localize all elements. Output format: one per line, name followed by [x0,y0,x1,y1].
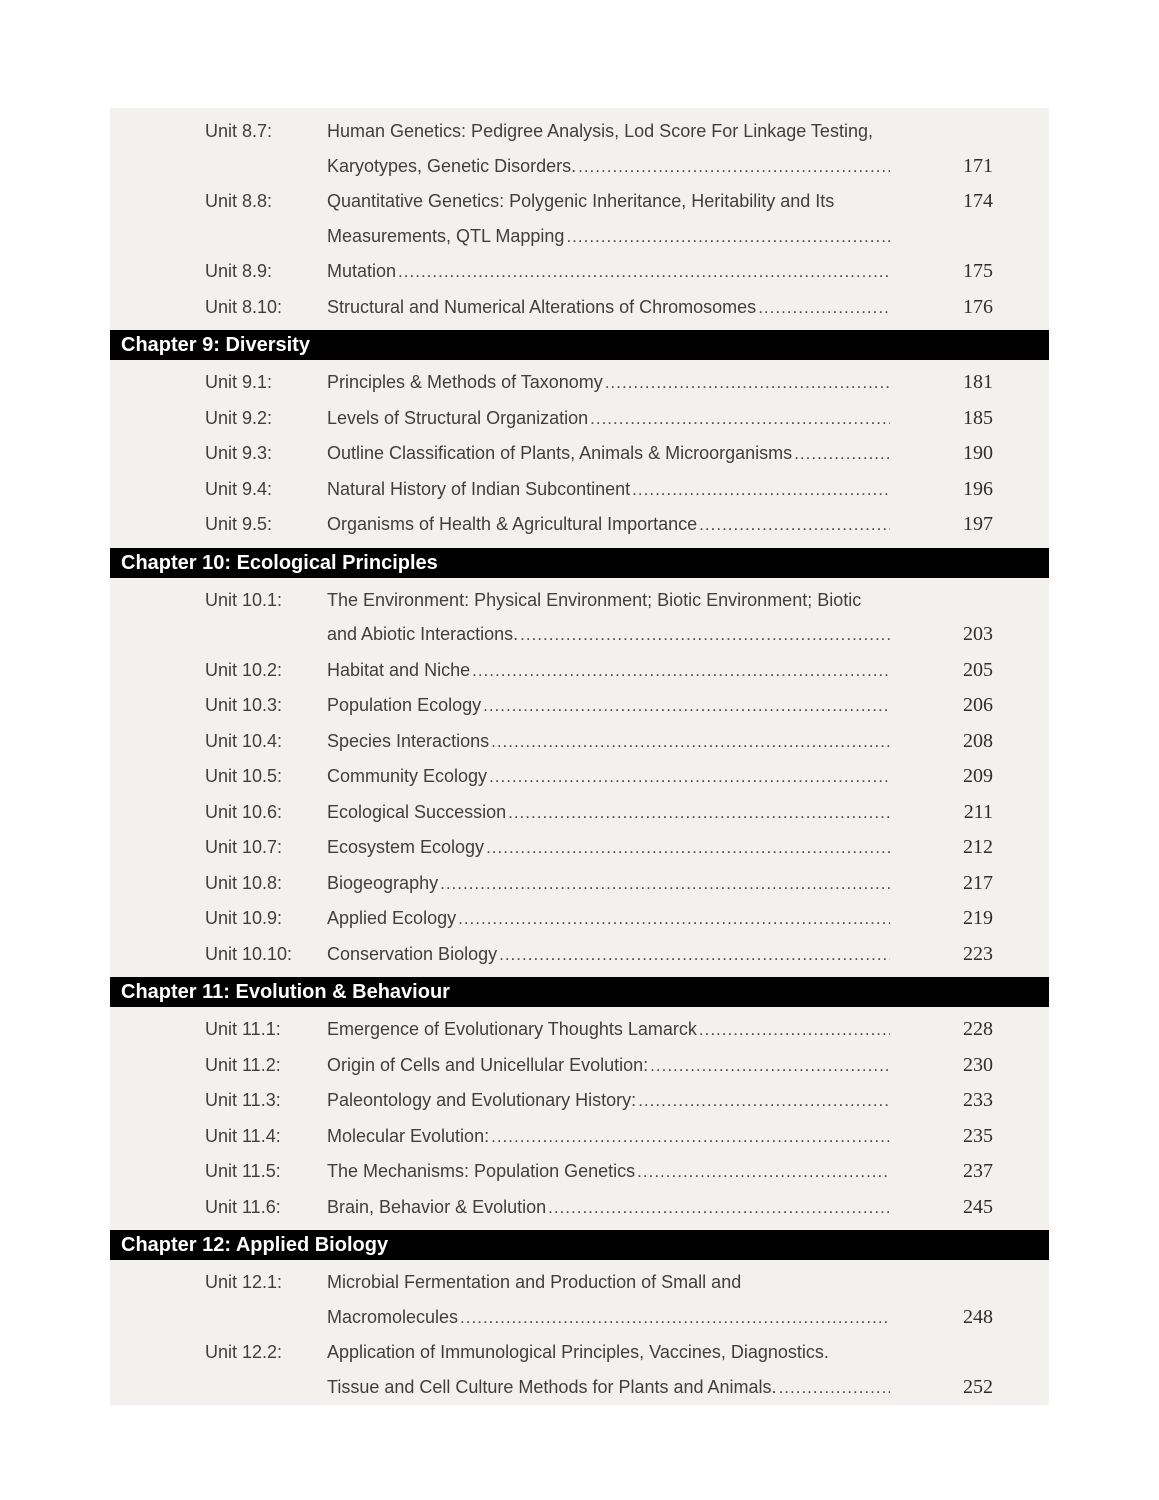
page-number: 230 [963,1053,993,1076]
unit-label: Unit 8.10: [205,296,283,317]
dot-leader [470,654,890,689]
unit-title-wrap [327,1154,890,1190]
unit-title-wrap [327,290,890,326]
toc-row [110,184,1049,219]
unit-title: Species Interactions [327,730,490,751]
unit-title-wrap [327,866,890,902]
toc-row [110,583,1049,618]
toc-row [110,617,1049,653]
page-number: 211 [963,800,993,823]
unit-title: Conservation Biology [327,943,498,964]
unit-title-wrap [327,1119,890,1155]
unit-title: Community Ecology [327,766,488,786]
unit-label: Unit 12.1: [205,1272,283,1292]
unit-title-wrap [327,795,890,831]
unit-title: The Mechanisms: Population Genetics [327,1161,636,1181]
page-number: 181 [963,371,993,393]
unit-label: Unit 10.5: [205,766,283,786]
unit-label: Unit 11.5: [205,1161,281,1181]
unit-title-wrap [327,1083,890,1119]
dot-leader [630,473,890,508]
toc-row [110,436,1049,472]
toc-row [110,507,1049,543]
unit-title-wrap [327,583,890,618]
chapter-header: Chapter 12: Applied Biology [110,1230,1049,1260]
unit-title-wrap [327,219,890,255]
page-number: 197 [963,513,993,535]
page-number: 223 [963,942,993,965]
dot-leader [438,867,890,902]
unit-title-wrap [327,472,890,508]
dot-leader [546,1191,890,1226]
toc-content [110,108,1049,1405]
toc-row [110,759,1049,795]
unit-label: Unit 10.6: [205,801,283,822]
toc-row [110,1119,1049,1155]
toc-row [110,290,1049,326]
page-number: 237 [963,1160,993,1182]
dot-leader [456,902,890,937]
unit-title: Molecular Evolution: [327,1125,490,1146]
toc-row [110,1370,1049,1406]
page-number: 245 [963,1195,993,1218]
unit-title: Brain, Behavior & Evolution [327,1196,547,1217]
page-number: 185 [963,406,993,429]
unit-title-wrap [327,724,890,760]
unit-title-wrap [327,1265,890,1300]
page-number: 176 [963,295,993,318]
page-number: 203 [963,623,993,645]
page-number: 196 [963,477,993,500]
unit-title-wrap [327,1190,890,1226]
unit-title: Karyotypes, Genetic Disorders. [327,155,577,176]
unit-label: Unit 9.2: [205,407,273,428]
unit-label: Unit 12.2: [205,1342,283,1362]
unit-title-wrap [327,901,890,937]
unit-title: Outline Classification of Plants, Animals & Microorganisms [327,443,793,463]
dot-leader [489,725,890,760]
page-number: 219 [963,907,993,929]
unit-label: Unit 11.4: [205,1125,281,1146]
page-number: 205 [963,658,993,681]
unit-label: Unit 10.10: [205,943,293,964]
unit-title: Levels of Structural Organization [327,407,589,428]
unit-title-wrap [327,759,890,795]
unit-label: Unit 10.4: [205,730,283,751]
page-number: 208 [963,729,993,752]
toc-row [110,937,1049,973]
dot-leader [518,618,890,653]
page-number: 248 [963,1305,993,1328]
page-number: 175 [963,260,993,282]
unit-title-wrap [327,507,890,543]
unit-label: Unit 10.3: [205,695,283,715]
page-number: 235 [963,1124,993,1147]
chapter-header: Chapter 9: Diversity [110,330,1049,360]
unit-title: Population Ecology [327,695,482,715]
unit-title-wrap [327,688,890,724]
unit-title: and Abiotic Interactions. [327,624,519,644]
unit-title: Organisms of Health & Agricultural Importance [327,514,698,534]
unit-title: Ecosystem Ecology [327,837,485,857]
page-number: 217 [963,871,993,894]
dot-leader [506,796,890,831]
dot-leader [636,1084,890,1119]
toc-row [110,219,1049,255]
page-number: 206 [963,694,993,716]
unit-label: Unit 10.7: [205,837,283,857]
toc-row [110,724,1049,760]
unit-label: Unit 10.8: [205,872,283,893]
toc-row [110,472,1049,508]
unit-title-wrap [327,1012,890,1048]
toc-row [110,149,1049,185]
unit-title-wrap [327,617,890,653]
dot-leader [697,508,890,543]
unit-title: Measurements, QTL Mapping [327,225,565,246]
toc-row [110,866,1049,902]
unit-label: Unit 9.4: [205,478,273,499]
unit-title: Structural and Numerical Alterations of Chromosomes [327,296,757,317]
chapter-header: Chapter 10: Ecological Principles [110,548,1049,578]
toc-row [110,365,1049,401]
chapter-header: Chapter 11: Evolution & Behaviour [110,977,1049,1007]
unit-title: Mutation [327,261,397,281]
toc-row [110,1083,1049,1119]
unit-title-wrap [327,1048,890,1084]
unit-title: Origin of Cells and Unicellular Evolution: [327,1054,649,1075]
toc-row [110,254,1049,290]
unit-label: Unit 10.1: [205,589,283,610]
unit-title-wrap [327,114,890,149]
unit-label: Unit 11.6: [205,1196,281,1217]
page-number: 171 [963,154,993,177]
unit-title: Biogeography [327,872,439,893]
dot-leader [576,150,890,185]
unit-title: Habitat and Niche [327,659,471,680]
dot-leader [458,1301,890,1336]
dot-leader [697,1013,890,1048]
dot-leader [487,760,890,795]
page-number: 190 [963,442,993,464]
dot-leader [489,1120,890,1155]
dot-leader [588,402,890,437]
unit-title-wrap [327,1335,890,1370]
unit-title-wrap [327,653,890,689]
page-number: 233 [963,1089,993,1111]
unit-title-wrap [327,830,890,866]
unit-label: Unit 9.3: [205,443,273,463]
toc-row [110,1265,1049,1300]
unit-title: The Environment: Physical Environment; Biotic Environment; Biotic [327,589,862,610]
toc-row [110,1048,1049,1084]
toc-row [110,1154,1049,1190]
dot-leader [484,831,890,866]
unit-title: Quantitative Genetics: Polygenic Inheritance, Heritability and Its [327,191,835,211]
unit-title: Emergence of Evolutionary Thoughts Lamarck [327,1019,697,1039]
dot-leader [756,291,890,326]
unit-label: Unit 11.3: [205,1090,281,1110]
unit-title: Paleontology and Evolutionary History: [327,1090,637,1110]
unit-title-wrap [327,149,890,185]
unit-title-wrap [327,184,890,219]
page-number: 174 [963,190,993,212]
unit-label: Unit 11.1: [205,1019,281,1039]
unit-title-wrap [327,1370,890,1406]
unit-title: Human Genetics: Pedigree Analysis, Lod Score For Linkage Testing, [327,121,873,141]
dot-leader [481,689,890,724]
dot-leader [777,1371,890,1406]
unit-title-wrap [327,401,890,437]
unit-title: Macromolecules [327,1306,459,1327]
page-number: 228 [963,1018,993,1040]
dot-leader [792,437,890,472]
unit-title: Tissue and Cell Culture Methods for Plants and Animals. [327,1376,777,1397]
dot-leader [497,938,890,973]
unit-label: Unit 10.9: [205,908,283,928]
dot-leader [648,1049,890,1084]
toc-row [110,901,1049,937]
toc-row [110,1300,1049,1336]
unit-label: Unit 9.5: [205,514,273,534]
toc-row [110,688,1049,724]
toc-row [110,653,1049,689]
toc-row [110,795,1049,831]
unit-title: Applied Ecology [327,908,457,928]
toc-row [110,114,1049,149]
unit-label: Unit 8.9: [205,261,273,281]
unit-label: Unit 11.2: [205,1054,281,1075]
unit-label: Unit 8.7: [205,121,273,141]
unit-title: Application of Immunological Principles, Vaccines, Diagnostics. [327,1342,829,1362]
dot-leader [635,1155,890,1190]
unit-title-wrap [327,365,890,401]
page-number: 209 [963,765,993,787]
unit-title: Microbial Fermentation and Production of Small and [327,1272,742,1292]
unit-title: Ecological Succession [327,801,507,822]
toc-row [110,401,1049,437]
dot-leader [603,366,890,401]
toc-row [110,830,1049,866]
unit-label: Unit 10.2: [205,659,283,680]
unit-label: Unit 8.8: [205,191,273,211]
unit-title: Principles & Methods of Taxonomy [327,372,603,392]
toc-row [110,1335,1049,1370]
page-number: 212 [963,836,993,858]
toc-row [110,1190,1049,1226]
dot-leader [564,220,890,255]
unit-title-wrap [327,254,890,290]
unit-label: Unit 9.1: [205,372,273,392]
toc-row [110,1012,1049,1048]
unit-title: Natural History of Indian Subcontinent [327,478,631,499]
page-number: 252 [963,1375,993,1398]
unit-title-wrap [327,937,890,973]
unit-title-wrap [327,436,890,472]
unit-title-wrap [327,1300,890,1336]
dot-leader [396,255,890,290]
